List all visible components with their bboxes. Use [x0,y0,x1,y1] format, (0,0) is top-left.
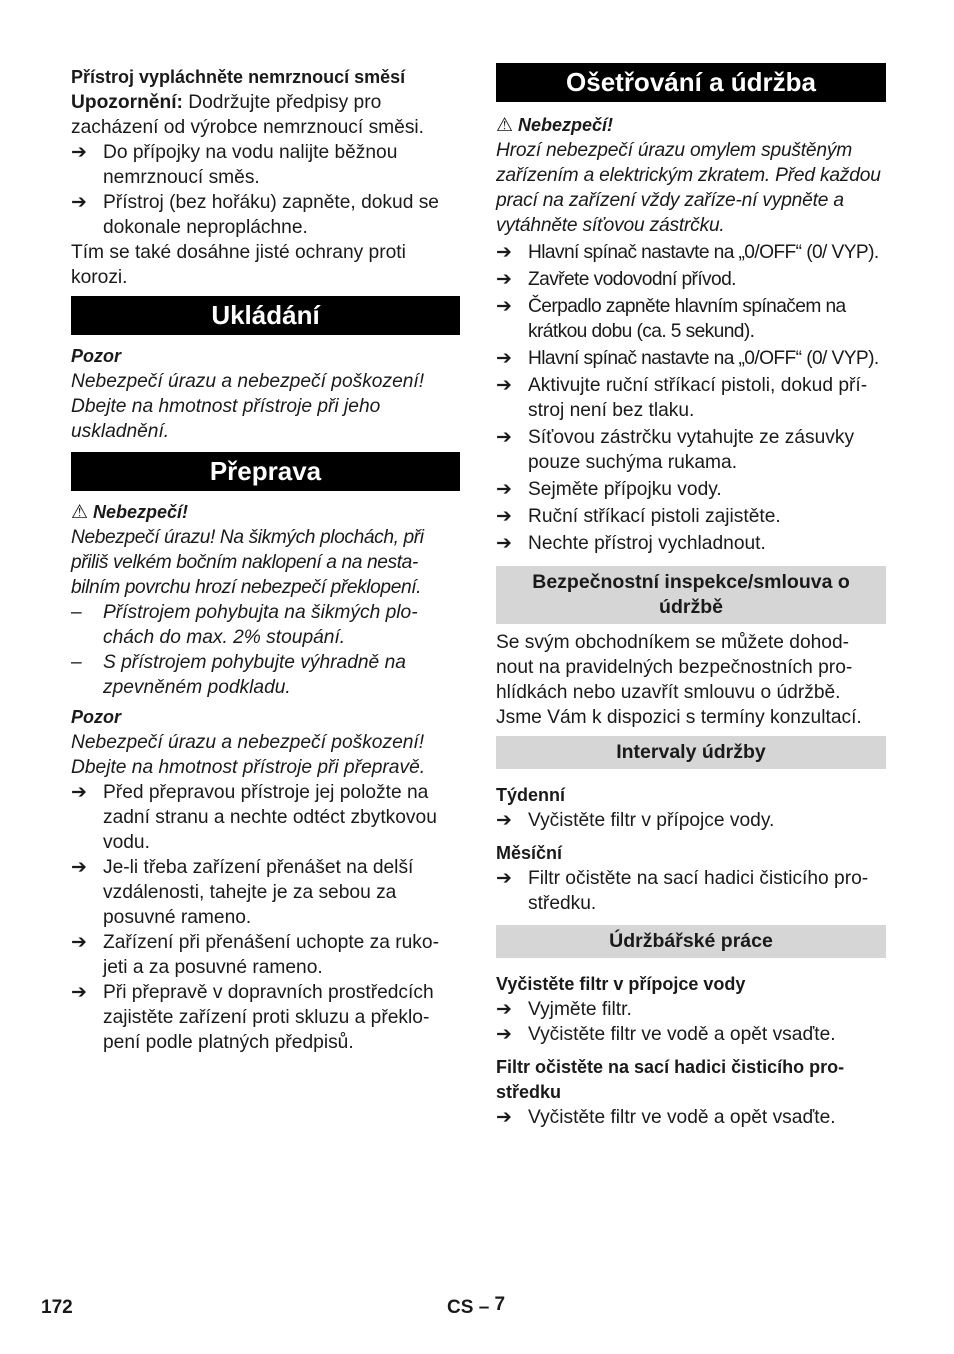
list-item: – Přístrojem pohybujta na šikmých plo-chách do max. 2% stoupání. [71,602,418,648]
monthly-label: Měsíční [496,843,563,863]
arrow-icon: ➔ [496,427,512,448]
list-item: ➔ Vyjměte filtr. [496,999,632,1020]
caution-text: Nebezpečí úrazu a nebezpečí poškození! Dbejte na hmotnost přístroje při jeho uskladnění. [71,371,425,442]
warning-icon: ⚠ [496,115,514,136]
clean-filter-heading: Vyčistěte filtr v přípojce vody [496,974,746,994]
inspection-text: Se svým obchodníkem se můžete dohod-nout na pravidelných bezpečnostních pro-hlídkách nebo uzavřít smlouvu o údržbě. Jsme Vám k dispozici s termíny konzultací. [496,632,862,728]
arrow-icon: ➔ [71,932,87,953]
list-item: ➔ Nechte přístroj vychladnout. [496,533,766,554]
list-item: ➔ Vyčistěte filtr ve vodě a opět vsaďte. [496,1024,836,1045]
list-item: ➔ Hlavní spínač nastavte na „0/OFF“ (0/ VYP). [496,348,879,369]
danger-heading: ⚠ Nebezpečí! [71,502,189,523]
list-item: – S přístrojem pohybujte výhradně na zpevněném podkladu. [71,652,406,698]
arrow-icon: ➔ [496,296,512,317]
list-item: ➔ Zavřete vodovodní přívod. [496,269,736,290]
suction-filter-heading: Filtr očistěte na sací hadici čisticího pro-středku [496,1057,845,1102]
arrow-icon: ➔ [496,810,512,831]
arrow-icon: ➔ [71,782,87,803]
arrow-icon: ➔ [496,533,512,554]
page-number: 172 [41,1297,73,1318]
arrow-icon: ➔ [496,999,512,1020]
arrow-icon: ➔ [496,1107,512,1128]
list-item: ➔ Do přípojky na vodu nalijte běžnou nemrznoucí směs. [71,142,398,188]
section-title-maintenance: Údržbářské práce [496,925,886,958]
arrow-icon: ➔ [71,982,87,1003]
arrow-icon: ➔ [496,348,512,369]
right-column [496,63,886,1130]
list-item: ➔ Vyčistěte filtr v přípojce vody. [496,810,775,831]
arrow-icon: ➔ [496,242,512,263]
section-page-label: CS – 7 [447,1294,506,1318]
list-item: ➔ Čerpadlo zapněte hlavním spínačem na krátkou dobu (ca. 5 sekund). [496,296,846,342]
antifreeze-after: Tím se také dosáhne jisté ochrany proti korozi. [71,242,406,288]
arrow-icon: ➔ [496,269,512,290]
list-item: ➔ Vyčistěte filtr ve vodě a opět vsaďte. [496,1107,836,1128]
list-item: ➔ Hlavní spínač nastavte na „0/OFF“ (0/ VYP). [496,242,879,263]
arrow-icon: ➔ [496,1024,512,1045]
section-title-intervals: Intervaly údržby [496,736,886,769]
list-item: ➔ Ruční stříkací pistoli zajistěte. [496,506,781,527]
section-title-inspection: Bezpečnostní inspekce/smlouva o údržbě [496,566,886,624]
arrow-icon: ➔ [71,192,87,213]
dash-bullet: – [71,652,82,673]
arrow-icon: ➔ [71,142,87,163]
danger-text: Hrozí nebezpečí úrazu omylem spuštěným zařízením a elektrickým zkratem. Před každou prací na zařízení vždy zaříze-ní vypněte a vytáhněte síťovou zástrčku. [496,140,881,236]
list-item: ➔ Před přepravou přístroje jej položte na zadní stranu a nechte odtéct zbytkovou vodu. [71,782,437,853]
section-title-care: Ošetřování a údržba [496,63,886,102]
list-item: ➔ Síťovou zástrčku vytahujte ze zásuvky pouze suchýma rukama. [496,427,855,473]
caution-label: Pozor [71,707,122,727]
note-text: Dodržujte předpisy pro zacházení od výrobce nemrznoucí směsi. [71,92,425,138]
arrow-icon: ➔ [71,857,87,878]
list-item: ➔ Při přepravě v dopravních prostředcích zajistěte zařízení proti skluzu a překlo-pení podle platných předpisů. [71,982,434,1053]
caution-text: Nebezpečí úrazu a nebezpečí poškození! Dbejte na hmotnost přístroje při přepravě. [71,732,426,778]
list-item: ➔ Zařízení při přenášení uchopte za ruko-jeti a za posuvné rameno. [71,932,439,978]
dash-bullet: – [71,602,82,623]
antifreeze-heading: Přístroj vypláchněte nemrznoucí směsí [71,67,406,87]
care-steps [496,240,886,371]
section-title-transport: Přeprava [71,452,460,491]
arrow-icon: ➔ [496,868,512,889]
section-title-storage: Ukládání [71,296,460,335]
list-item: ➔ Filtr očistěte na sací hadici čisticího pro-středku. [496,868,869,914]
list-item: ➔ Přístroj (bez hořáku) zapněte, dokud se dokonale nepropláchne. [71,192,439,238]
danger-heading: ⚠ Nebezpečí! [496,115,614,136]
arrow-icon: ➔ [496,479,512,500]
left-column [71,63,460,1055]
arrow-icon: ➔ [496,375,512,396]
antifreeze-note [71,90,460,140]
list-item: ➔ Sejměte přípojku vody. [496,479,722,500]
list-item: ➔ Aktivujte ruční stříkací pistoli, dokud pří-stroj není bez tlaku. [496,375,868,421]
danger-text: Nebezpečí úrazu! Na šikmých plochách, při přiliš velkém bočním naklopení a na nesta-bilním povrchu hrozí nebezpečí překlopení. [71,527,424,598]
caution-label: Pozor [71,346,122,366]
arrow-icon: ➔ [496,506,512,527]
warning-icon: ⚠ [71,502,89,523]
weekly-label: Týdenní [496,785,566,805]
list-item: ➔ Je-li třeba zařízení přenášet na delší vzdálenosti, tahejte je za sebou za posuvné rameno. [71,857,414,928]
note-label: Upozornění: [71,92,183,113]
